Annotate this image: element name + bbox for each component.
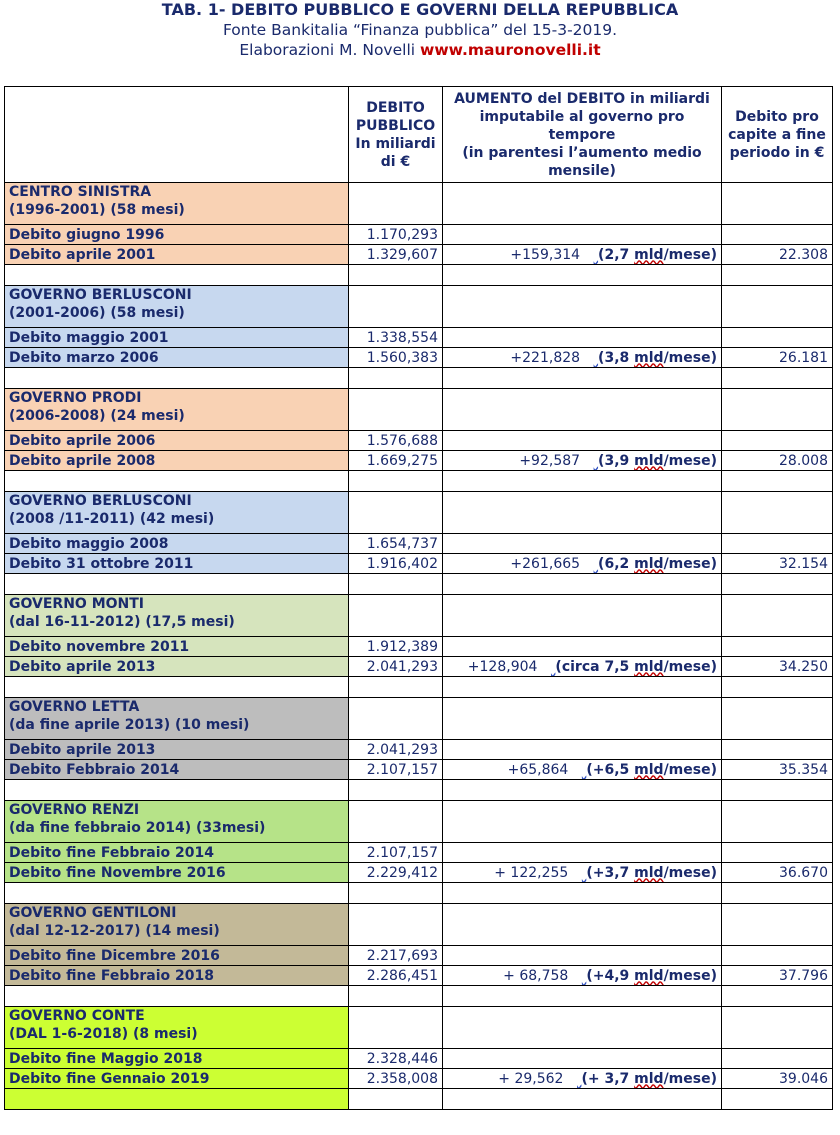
end-debt-value: 2.107,157	[349, 760, 443, 780]
monthly-unit: mld	[634, 864, 664, 881]
government-period: (da fine febbraio 2014) (33mesi)	[9, 820, 266, 836]
spacer-row	[5, 471, 833, 492]
monthly-value: 3,8	[604, 349, 630, 366]
trailing-cell	[349, 1089, 443, 1110]
government-title-row	[5, 1007, 833, 1049]
start-debt-label: Debito fine Dicembre 2016	[5, 946, 349, 966]
government-name: GOVERNO PRODI	[9, 390, 142, 406]
trailing-cell	[722, 1089, 833, 1110]
spacer-cell	[349, 677, 443, 698]
start-debt-row	[5, 843, 833, 863]
spacer-cell	[443, 368, 722, 389]
spacer-cell	[443, 574, 722, 595]
empty-cell	[722, 492, 833, 534]
monthly-value: +6,5	[592, 761, 630, 778]
end-debt-row	[5, 348, 833, 368]
spacer-row	[5, 883, 833, 904]
government-period: (DAL 1-6-2018) (8 mesi)	[9, 1026, 198, 1042]
spacer-cell	[722, 883, 833, 904]
per-capita-value: 35.354	[722, 760, 833, 780]
government-title-row	[5, 389, 833, 431]
monthly-open: (	[598, 246, 605, 263]
end-debt-label: Debito marzo 2006	[5, 348, 349, 368]
spacer-row	[5, 265, 833, 286]
spacer-cell	[722, 265, 833, 286]
per-capita-value: 32.154	[722, 554, 833, 574]
empty-cell	[349, 595, 443, 637]
government-name: GOVERNO MONTI	[9, 596, 144, 612]
empty-cell	[349, 183, 443, 225]
start-debt-value: 1.576,688	[349, 431, 443, 451]
empty-cell	[443, 740, 722, 760]
spacer-cell	[349, 574, 443, 595]
start-debt-value: 1.654,737	[349, 534, 443, 554]
empty-cell	[722, 843, 833, 863]
empty-cell	[349, 801, 443, 843]
monthly-open: (	[581, 1070, 588, 1087]
spacer-cell	[5, 986, 349, 1007]
start-debt-row	[5, 637, 833, 657]
empty-cell	[443, 595, 722, 637]
monthly-suffix: /mese)	[663, 864, 717, 881]
end-debt-row	[5, 451, 833, 471]
monthly-value: 2,7	[604, 246, 630, 263]
start-debt-row	[5, 431, 833, 451]
header-debito-pubblico: DEBITO PUBBLICO In miliardi di €	[349, 87, 443, 183]
empty-cell	[722, 389, 833, 431]
government-name-cell	[5, 698, 349, 740]
empty-cell	[443, 328, 722, 348]
end-debt-value: 1.669,275	[349, 451, 443, 471]
spacer-cell	[5, 471, 349, 492]
spacer-cell	[443, 986, 722, 1007]
spacer-cell	[349, 265, 443, 286]
empty-cell	[443, 698, 722, 740]
debt-increase-cell	[443, 760, 722, 780]
debt-increase-cell	[443, 245, 722, 265]
monthly-suffix: /mese)	[663, 1070, 717, 1087]
monthly-unit: mld	[634, 1070, 664, 1087]
spacer-cell	[5, 368, 349, 389]
empty-cell	[443, 946, 722, 966]
start-debt-row	[5, 328, 833, 348]
government-name-cell	[5, 595, 349, 637]
end-debt-row	[5, 1069, 833, 1089]
government-period: (dal 12-12-2017) (14 mesi)	[9, 923, 220, 939]
start-debt-row	[5, 534, 833, 554]
government-title-row	[5, 904, 833, 946]
government-title-row	[5, 492, 833, 534]
debt-table	[4, 86, 833, 1110]
spacer-cell	[443, 780, 722, 801]
debt-increase: +92,587	[519, 452, 581, 469]
end-debt-label: Debito aprile 2013	[5, 657, 349, 677]
monthly-suffix: /mese)	[663, 555, 717, 572]
document-header	[0, 0, 840, 60]
start-debt-label: Debito fine Maggio 2018	[5, 1049, 349, 1069]
empty-cell	[443, 492, 722, 534]
per-capita-value: 39.046	[722, 1069, 833, 1089]
start-debt-row	[5, 740, 833, 760]
spacer-cell	[443, 265, 722, 286]
empty-cell	[722, 637, 833, 657]
monthly-suffix: /mese)	[663, 761, 717, 778]
empty-cell	[722, 183, 833, 225]
start-debt-label: Debito fine Febbraio 2014	[5, 843, 349, 863]
monthly-open: (	[598, 555, 605, 572]
empty-cell	[722, 595, 833, 637]
monthly-open: (	[555, 658, 562, 675]
empty-cell	[443, 431, 722, 451]
end-debt-row	[5, 245, 833, 265]
spacer-row	[5, 368, 833, 389]
empty-cell	[349, 286, 443, 328]
empty-cell	[722, 1007, 833, 1049]
spelling-mark	[580, 349, 598, 367]
table-title: TAB. 1- DEBITO PUBBLICO E GOVERNI DELLA REPUBBLICA	[161, 0, 679, 19]
empty-cell	[722, 801, 833, 843]
government-name-cell	[5, 286, 349, 328]
debt-increase: + 68,758	[503, 967, 569, 984]
government-name-cell	[5, 389, 349, 431]
empty-cell	[722, 431, 833, 451]
empty-cell	[443, 904, 722, 946]
spelling-mark	[568, 967, 586, 985]
government-name-cell	[5, 801, 349, 843]
spacer-row	[5, 986, 833, 1007]
government-period: (2001-2006) (58 mesi)	[9, 305, 185, 321]
end-debt-row	[5, 554, 833, 574]
empty-cell	[443, 1007, 722, 1049]
empty-cell	[443, 637, 722, 657]
start-debt-row	[5, 946, 833, 966]
debt-increase-cell	[443, 657, 722, 677]
start-debt-value: 1.338,554	[349, 328, 443, 348]
end-debt-value: 1.329,607	[349, 245, 443, 265]
government-name: GOVERNO BERLUSCONI	[9, 287, 192, 303]
debt-increase: +261,665	[510, 555, 581, 572]
start-debt-value: 2.107,157	[349, 843, 443, 863]
per-capita-value: 26.181	[722, 348, 833, 368]
debt-increase: + 29,562	[498, 1070, 564, 1087]
spacer-cell	[722, 677, 833, 698]
empty-cell	[443, 801, 722, 843]
spacer-cell	[443, 677, 722, 698]
spacer-cell	[5, 883, 349, 904]
debt-increase: + 122,255	[494, 864, 569, 881]
spacer-cell	[722, 471, 833, 492]
monthly-suffix: /mese)	[663, 658, 717, 675]
per-capita-value: 22.308	[722, 245, 833, 265]
monthly-unit: mld	[634, 452, 664, 469]
debt-increase: +159,314	[510, 246, 581, 263]
government-name-cell	[5, 492, 349, 534]
end-debt-row	[5, 760, 833, 780]
empty-cell	[722, 286, 833, 328]
debt-increase-cell	[443, 966, 722, 986]
spacer-cell	[722, 780, 833, 801]
debt-increase-cell	[443, 348, 722, 368]
empty-cell	[443, 389, 722, 431]
empty-cell	[443, 183, 722, 225]
government-name: CENTRO SINISTRA	[9, 184, 152, 200]
government-name: GOVERNO LETTA	[9, 699, 140, 715]
end-debt-label: Debito Febbraio 2014	[5, 760, 349, 780]
spacer-cell	[349, 986, 443, 1007]
government-name: GOVERNO RENZI	[9, 802, 140, 818]
debt-increase-cell	[443, 554, 722, 574]
empty-cell	[443, 1049, 722, 1069]
spelling-mark	[580, 246, 598, 264]
header-pro-capite: Debito pro capite a fine periodo in €	[722, 87, 833, 183]
debt-increase: +65,864	[507, 761, 569, 778]
spacer-row	[5, 574, 833, 595]
header-aumento-main: AUMENTO del DEBITO in miliardi imputabile al governo pro tempore	[454, 90, 710, 143]
start-debt-value: 1.170,293	[349, 225, 443, 245]
empty-cell	[443, 225, 722, 245]
per-capita-value: 37.796	[722, 966, 833, 986]
monthly-unit: mld	[634, 246, 664, 263]
government-title-row	[5, 286, 833, 328]
end-debt-value: 2.229,412	[349, 863, 443, 883]
monthly-suffix: /mese)	[663, 246, 717, 263]
end-debt-label: Debito 31 ottobre 2011	[5, 554, 349, 574]
start-debt-value: 1.912,389	[349, 637, 443, 657]
monthly-unit: mld	[634, 761, 664, 778]
government-title-row	[5, 698, 833, 740]
empty-cell	[349, 492, 443, 534]
end-debt-value: 2.286,451	[349, 966, 443, 986]
start-debt-row	[5, 1049, 833, 1069]
start-debt-value: 2.041,293	[349, 740, 443, 760]
header-row	[5, 87, 833, 183]
debt-increase-cell	[443, 451, 722, 471]
end-debt-label: Debito fine Febbraio 2018	[5, 966, 349, 986]
empty-cell	[722, 740, 833, 760]
start-debt-label: Debito giugno 1996	[5, 225, 349, 245]
spelling-mark	[580, 555, 598, 573]
per-capita-value: 36.670	[722, 863, 833, 883]
empty-cell	[722, 1049, 833, 1069]
empty-cell	[443, 534, 722, 554]
spacer-cell	[5, 574, 349, 595]
government-name-cell	[5, 183, 349, 225]
start-debt-value: 2.217,693	[349, 946, 443, 966]
header-empty-cell	[5, 87, 349, 183]
government-name: GOVERNO GENTILONI	[9, 905, 177, 921]
government-period: (1996-2001) (58 mesi)	[9, 202, 185, 218]
spelling-mark	[580, 452, 598, 470]
start-debt-label: Debito maggio 2008	[5, 534, 349, 554]
monthly-unit: mld	[634, 349, 664, 366]
monthly-value: 3,9	[604, 452, 630, 469]
monthly-value: 6,2	[604, 555, 630, 572]
spacer-row	[5, 677, 833, 698]
trailing-cell	[5, 1089, 349, 1110]
end-debt-value: 2.358,008	[349, 1069, 443, 1089]
spelling-mark	[563, 1070, 581, 1088]
end-debt-row	[5, 657, 833, 677]
end-debt-row	[5, 966, 833, 986]
start-debt-row	[5, 225, 833, 245]
spacer-cell	[443, 883, 722, 904]
government-name: GOVERNO BERLUSCONI	[9, 493, 192, 509]
spacer-cell	[349, 471, 443, 492]
end-debt-label: Debito aprile 2008	[5, 451, 349, 471]
empty-cell	[443, 843, 722, 863]
start-debt-label: Debito maggio 2001	[5, 328, 349, 348]
empty-cell	[722, 534, 833, 554]
header-aumento-note: (in parentesi l’aumento medio mensile)	[462, 144, 702, 179]
per-capita-value: 34.250	[722, 657, 833, 677]
debt-increase: +128,904	[467, 658, 538, 675]
end-debt-value: 1.916,402	[349, 554, 443, 574]
start-debt-label: Debito aprile 2013	[5, 740, 349, 760]
debt-increase-cell	[443, 863, 722, 883]
spacer-cell	[722, 986, 833, 1007]
trailing-row	[5, 1089, 833, 1110]
monthly-open: (	[586, 967, 593, 984]
empty-cell	[349, 389, 443, 431]
spacer-cell	[5, 265, 349, 286]
per-capita-value: 28.008	[722, 451, 833, 471]
monthly-open: (	[598, 452, 605, 469]
monthly-suffix: /mese)	[663, 349, 717, 366]
trailing-cell	[443, 1089, 722, 1110]
start-debt-label: Debito novembre 2011	[5, 637, 349, 657]
end-debt-value: 2.041,293	[349, 657, 443, 677]
debt-table-body	[5, 87, 833, 1110]
empty-cell	[722, 328, 833, 348]
spacer-cell	[349, 780, 443, 801]
government-title-row	[5, 801, 833, 843]
empty-cell	[722, 225, 833, 245]
credits-prefix: Elaborazioni M. Novelli	[239, 41, 416, 59]
spacer-cell	[349, 368, 443, 389]
monthly-unit: mld	[634, 555, 664, 572]
start-debt-label: Debito aprile 2006	[5, 431, 349, 451]
end-debt-value: 1.560,383	[349, 348, 443, 368]
monthly-value: circa 7,5	[561, 658, 630, 675]
government-period: (2006-2008) (24 mesi)	[9, 408, 185, 424]
empty-cell	[722, 946, 833, 966]
spacer-cell	[722, 368, 833, 389]
header-aumento	[443, 87, 722, 183]
government-name: GOVERNO CONTE	[9, 1008, 145, 1024]
source-line: Fonte Bankitalia “Finanza pubblica” del 15-3-2019.	[222, 21, 618, 39]
government-period: (da fine aprile 2013) (10 mesi)	[9, 717, 250, 733]
empty-cell	[722, 904, 833, 946]
monthly-open: (	[586, 864, 593, 881]
monthly-unit: mld	[634, 658, 664, 675]
spacer-cell	[5, 780, 349, 801]
debt-increase-cell	[443, 1069, 722, 1089]
spelling-mark	[537, 658, 555, 676]
spacer-row	[5, 780, 833, 801]
government-name-cell	[5, 1007, 349, 1049]
end-debt-label: Debito fine Gennaio 2019	[5, 1069, 349, 1089]
empty-cell	[349, 698, 443, 740]
website-link[interactable]: www.mauronovelli.it	[420, 41, 601, 59]
monthly-value: +3,7	[592, 864, 630, 881]
monthly-unit: mld	[634, 967, 664, 984]
empty-cell	[349, 904, 443, 946]
empty-cell	[443, 286, 722, 328]
spelling-mark	[568, 761, 586, 779]
empty-cell	[722, 698, 833, 740]
end-debt-row	[5, 863, 833, 883]
monthly-open: (	[586, 761, 593, 778]
debt-increase: +221,828	[510, 349, 581, 366]
spacer-cell	[5, 677, 349, 698]
government-period: (2008 /11-2011) (42 mesi)	[9, 511, 215, 527]
credits-line	[0, 40, 840, 60]
monthly-open: (	[598, 349, 605, 366]
empty-cell	[349, 1007, 443, 1049]
spacer-cell	[349, 883, 443, 904]
spelling-mark	[568, 864, 586, 882]
spacer-cell	[443, 471, 722, 492]
government-title-row	[5, 595, 833, 637]
government-title-row	[5, 183, 833, 225]
spacer-cell	[722, 574, 833, 595]
monthly-suffix: /mese)	[663, 452, 717, 469]
monthly-value: +4,9	[592, 967, 630, 984]
end-debt-label: Debito aprile 2001	[5, 245, 349, 265]
start-debt-value: 2.328,446	[349, 1049, 443, 1069]
end-debt-label: Debito fine Novembre 2016	[5, 863, 349, 883]
monthly-suffix: /mese)	[663, 967, 717, 984]
monthly-value: + 3,7	[587, 1070, 630, 1087]
government-period: (dal 16-11-2012) (17,5 mesi)	[9, 614, 235, 630]
government-name-cell	[5, 904, 349, 946]
